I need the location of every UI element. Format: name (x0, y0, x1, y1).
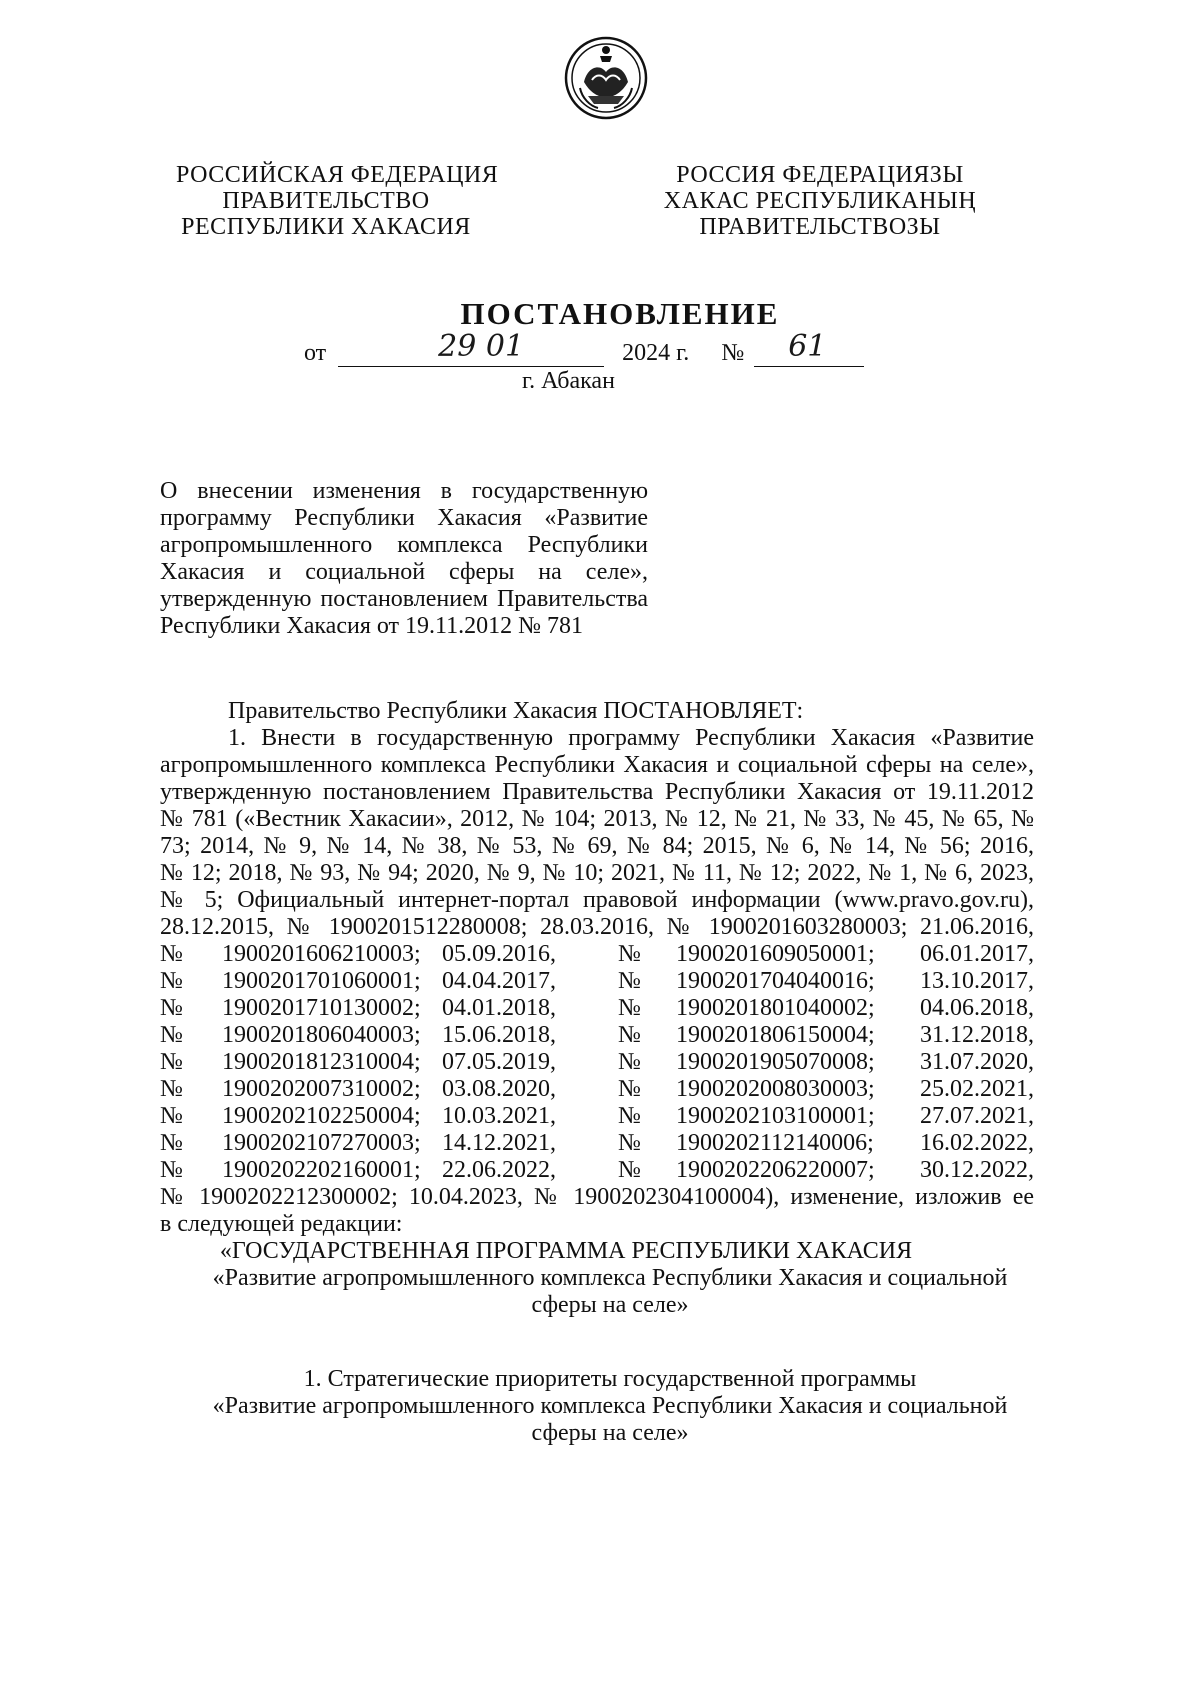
table-cell: № (160, 1022, 183, 1048)
table-cell: 1900202206220007; (676, 1157, 875, 1183)
header-right (660, 162, 980, 240)
number-field (754, 329, 864, 367)
table-cell: № (160, 1130, 183, 1156)
table-row (160, 1130, 1034, 1157)
program-title-line: «Развитие агропромышленного комплекса Республики Хакасия и социальной (212, 1265, 1008, 1291)
table-cell: 04.04.2017, (442, 968, 556, 994)
preamble: Правительство Республики Хакасия ПОСТАНОВЛЯЕТ: (228, 698, 804, 724)
table-cell: 03.08.2020, (442, 1076, 556, 1102)
date-prefix: от (304, 340, 327, 366)
table-cell: 05.09.2016, (442, 941, 556, 967)
table-row (160, 995, 1034, 1022)
header-left-line: ПРАВИТЕЛЬСТВО (222, 188, 430, 214)
header-left (176, 162, 499, 240)
body-line: № 5; Официальный интернет-портал правовой информации (www.pravo.gov.ru), (160, 887, 1034, 913)
table-cell: № (618, 1049, 641, 1075)
document-type-title: ПОСТАНОВЛЕНИЕ (460, 296, 780, 331)
number-sign: № (721, 340, 745, 366)
body-paragraph (160, 725, 1034, 941)
table-cell: 31.12.2018, (920, 1022, 1034, 1048)
header-left-line: РОССИЙСКАЯ ФЕДЕРАЦИЯ (176, 162, 499, 188)
table-cell: 15.06.2018, (442, 1022, 556, 1048)
table-cell: 06.01.2017, (920, 941, 1034, 967)
body-line: в следующей редакции: (160, 1211, 403, 1237)
table-cell: № (160, 941, 183, 967)
table-cell: 1900201905070008; (676, 1049, 875, 1075)
body-line: утвержденную постановлением Правительства Республики Хакасия от 19.11.2012 (160, 779, 1034, 805)
table-cell: № (160, 968, 183, 994)
table-cell: № (160, 1103, 183, 1129)
body-line: № 1900202212300002; 10.04.2023, № 1900202304100004), изменение, изложив ее (160, 1184, 1034, 1210)
header-right-line: ПРАВИТЕЛЬСТВОЗЫ (699, 214, 941, 240)
table-cell: № (618, 995, 641, 1021)
table-cell: № (160, 995, 183, 1021)
date-number-line (304, 329, 864, 367)
table-cell: 1900201701060001; (222, 968, 421, 994)
table-cell: № (618, 941, 641, 967)
table-cell: 1900202008030003; (676, 1076, 875, 1102)
table-cell: № (618, 1076, 641, 1102)
table-cell: 22.06.2022, (442, 1157, 556, 1183)
table-cell: 14.12.2021, (442, 1130, 556, 1156)
table-cell: № (618, 1022, 641, 1048)
section-title (160, 1366, 1060, 1447)
date-field (338, 329, 604, 367)
program-title-line: «ГОСУДАРСТВЕННАЯ ПРОГРАММА РЕСПУБЛИКИ ХАКАСИЯ (219, 1238, 913, 1264)
year-label: 2024 г. (622, 340, 690, 366)
section-title-line: «Развитие агропромышленного комплекса Республики Хакасия и социальной (212, 1393, 1008, 1419)
table-cell: № (618, 968, 641, 994)
table-cell: 30.12.2022, (920, 1157, 1034, 1183)
table-cell: 1900201609050001; (676, 941, 875, 967)
table-row (160, 1049, 1034, 1076)
table-cell: 04.01.2018, (442, 995, 556, 1021)
table-cell: 1900201606210003; (222, 941, 421, 967)
table-cell: 1900202103100001; (676, 1103, 875, 1129)
section-title-line: сферы на селе» (531, 1420, 689, 1446)
program-title-line: сферы на селе» (531, 1292, 689, 1318)
table-cell: 1900201806150004; (676, 1022, 875, 1048)
table-cell: 1900202202160001; (222, 1157, 421, 1183)
table-cell: 04.06.2018, (920, 995, 1034, 1021)
body-line: № 781 («Вестник Хакасии», 2012, № 104; 2013, № 12, № 21, № 33, № 45, № 65, № (160, 806, 1034, 832)
table-cell: № (618, 1103, 641, 1129)
header-right-line: ХАКАС РЕСПУБЛИКАНЫҢ (663, 188, 977, 214)
table-cell: 1900201806040003; (222, 1022, 421, 1048)
handwritten-number: 61 (788, 329, 827, 364)
table-row (160, 941, 1034, 968)
table-cell: 1900202107270003; (222, 1130, 421, 1156)
body-line: 1. Внести в государственную программу Республики Хакасия «Развитие (228, 725, 1034, 751)
table-cell: 25.02.2021, (920, 1076, 1034, 1102)
table-row (160, 1076, 1034, 1103)
body-line: № 12; 2018, № 93, № 94; 2020, № 9, № 10; 2021, № 11, № 12; 2022, № 1, № 6, 2023, (160, 860, 1034, 886)
header-right-line: РОССИЯ ФЕДЕРАЦИЯЗЫ (676, 162, 964, 188)
table-cell: № (160, 1049, 183, 1075)
table-cell: 1900201812310004; (222, 1049, 421, 1075)
document-subject: О внесении изменения в государственную программу Республики Хакасия «Развитие агропромышленного комплекса Республики Хакасия и социальной сферы на селе», утвержденную постановлением Правительства Республики Хакасия от 19.11.2012 № 781 (160, 478, 648, 639)
table-cell: 1900202112140006; (676, 1130, 874, 1156)
table-cell: 31.07.2020, (920, 1049, 1034, 1075)
header-left-line: РЕСПУБЛИКИ ХАКАСИЯ (181, 214, 471, 240)
table-cell: 1900201704040016; (676, 968, 875, 994)
table-cell: № (618, 1130, 641, 1156)
table-cell: № (160, 1076, 183, 1102)
table-cell: 1900201801040002; (676, 995, 875, 1021)
registry-numbers-table (160, 941, 1034, 1184)
table-cell: 1900201710130002; (222, 995, 421, 1021)
table-cell: № (618, 1157, 641, 1183)
body-tail (160, 1184, 1034, 1238)
table-row (160, 1103, 1034, 1130)
table-cell: № (160, 1157, 183, 1183)
body-line: 28.12.2015, № 1900201512280008; 28.03.2016, № 1900201603280003; 21.06.2016, (160, 914, 1034, 940)
body-line: 73; 2014, № 9, № 14, № 38, № 53, № 69, № 84; 2015, № 6, № 14, № 56; 2016, (160, 833, 1034, 859)
body-line: агропромышленного комплекса Республики Хакасия и социальной сферы на селе», (160, 752, 1034, 778)
section-title-line: 1. Стратегические приоритеты государственной программы (303, 1366, 917, 1392)
table-cell: 1900202007310002; (222, 1076, 421, 1102)
coat-of-arms-emblem (564, 36, 648, 120)
table-row (160, 1157, 1034, 1184)
table-cell: 1900202102250004; (222, 1103, 421, 1129)
table-row (160, 1022, 1034, 1049)
city-label: г. Абакан (522, 368, 615, 394)
table-cell: 27.07.2021, (920, 1103, 1034, 1129)
table-cell: 13.10.2017, (920, 968, 1034, 994)
table-cell: 10.03.2021, (442, 1103, 556, 1129)
program-title (160, 1238, 1060, 1319)
table-row (160, 968, 1034, 995)
table-cell: 16.02.2022, (920, 1130, 1034, 1156)
handwritten-date: 29 01 (438, 329, 525, 364)
table-cell: 07.05.2019, (442, 1049, 556, 1075)
